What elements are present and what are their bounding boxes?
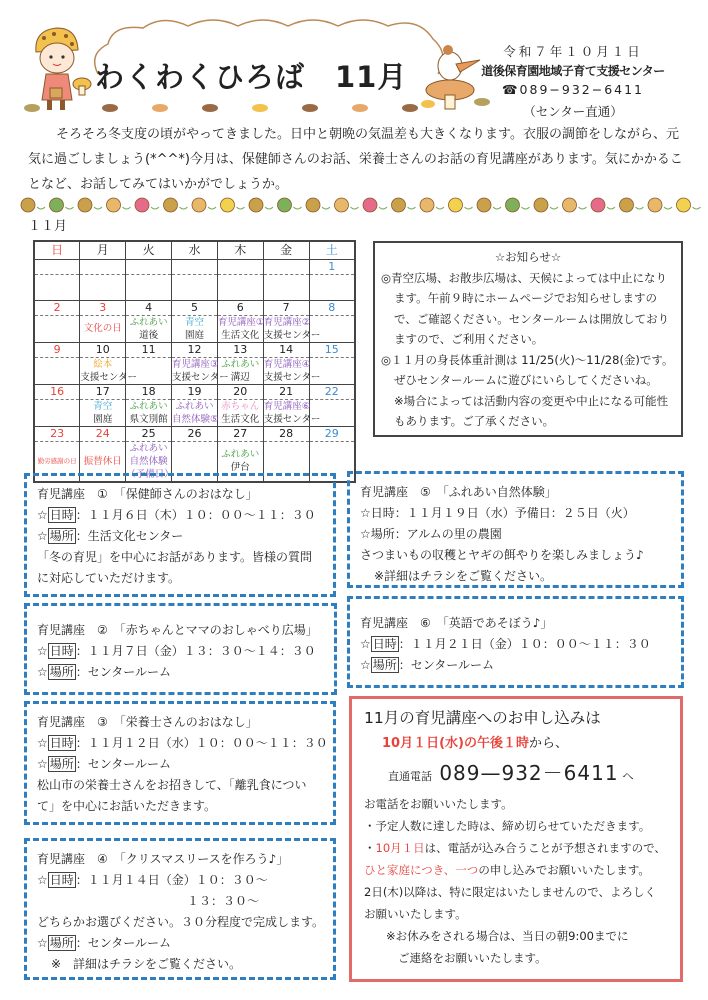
calendar-day-events: [126, 274, 172, 300]
place-label: 場所: [49, 529, 74, 543]
calendar-day-number: 11: [126, 342, 172, 357]
bullet: ・: [364, 841, 376, 855]
calendar-day-number: 21: [263, 384, 309, 399]
calendar-event: ふれあい: [175, 400, 214, 412]
calendar-day-number: [126, 259, 172, 274]
decoration-vine-icon: [237, 207, 245, 209]
decoration-vine-icon: [322, 207, 330, 209]
calendar-day-number: 12: [172, 342, 218, 357]
calendar-event: 文化の日: [83, 323, 122, 334]
place-value: ：センタールーム: [75, 936, 172, 950]
calendar-day-number: 14: [263, 342, 309, 357]
calendar-event: 支援センター: [263, 371, 321, 383]
lecture-box-4: [24, 838, 336, 980]
calendar-day-events: [34, 274, 80, 300]
calendar-day-number: 25: [126, 426, 172, 441]
calendar-day-number: 5: [172, 300, 218, 315]
decoration-vine-icon: [208, 207, 216, 209]
calendar-event: 支援センター: [263, 413, 321, 425]
apply-line: お願いいたします。: [364, 907, 467, 921]
calendar-day-number: [34, 259, 80, 274]
lecture-note: ※詳細はチラシをご覧ください。: [374, 569, 553, 583]
decoration-vine-icon: [579, 207, 587, 209]
lecture-heading: 育児講座 ⑤ 「ふれあい自然体験」: [360, 485, 557, 499]
decoration-vine-icon: [607, 207, 615, 209]
place-label: 場所: [49, 665, 74, 679]
decoration-icon: [563, 198, 577, 212]
lecture-heading: 育児講座 ③ 「栄養士さんのおはなし」: [37, 715, 258, 729]
calendar-day-number: 28: [263, 426, 309, 441]
decoration-icon: [335, 198, 349, 212]
lecture-heading: 育児講座 ⑥ 「英語であそぼう♪」: [360, 616, 553, 630]
apply-title: 11月の育児講座へのお申し込みは: [364, 709, 601, 727]
calendar-day-number: [217, 259, 263, 274]
lecture-desc: さつまいもの収穫とヤギの餌やりを楽しみましょう♪: [360, 548, 644, 562]
lecture-choose: どちらかお選びください。３０分程度で完成します。: [37, 915, 325, 929]
intro-paragraph: そろそろ冬支度の頃がやってきました。日中と朝晩の気温差も大きくなります。衣服の調節をしながら、元気に過ごしましょう(*^^*)今月は、保健師さんのお話、栄養士さんのお話の育児講座があります。気にかかることなど、お話してみてはいかがでしょうか。: [28, 127, 683, 192]
calendar-event: 自然体験: [129, 455, 168, 467]
calendar-event: 赤ちゃん: [221, 400, 260, 412]
decoration-vine-icon: [550, 207, 558, 209]
calendar-day-number: 6: [217, 300, 263, 315]
lecture-heading: 育児講座 ① 「保健師さんのおはなし」: [37, 487, 258, 501]
lecture-heading: 育児講座 ④ 「クリスマスリースを作ろう♪」: [37, 852, 289, 866]
calendar-day-events: [263, 274, 309, 300]
datetime-label: 日時: [372, 637, 397, 651]
apply-line: ご連絡をお願いいたします。: [398, 951, 547, 965]
lecture-datetime: ☆ 日時 ：１１月６日（木）１０：００〜１１：３０: [37, 508, 316, 522]
lecture-datetime: ☆ 日時 ：１１月７日（金）１３：３０〜１４：３０: [37, 644, 316, 658]
place-value: ：センタールーム: [75, 757, 172, 771]
notice-item: ◎青空広場、お散歩広場は、天候によっては中止になります。午前９時にホームページでお知らせしますので、ご確認ください。センタールームは開放しておりますので、ご利用ください。: [381, 270, 670, 346]
calendar-day-events: [217, 399, 263, 426]
decoration-vine-icon: [94, 207, 102, 209]
calendar-day-number: 3: [80, 300, 126, 315]
acorn-leaf-border-icon: [18, 193, 708, 217]
apply-line: [364, 859, 668, 881]
calendar-event: 育児講座④: [263, 358, 311, 370]
decoration-icon: [648, 198, 662, 212]
decoration-vine-icon: [151, 207, 159, 209]
calendar-day-events: [34, 399, 80, 426]
apply-start: [364, 731, 668, 757]
lecture-datetime: ☆ 日時 ：１１月２１日（金）１０：００〜１１：３０: [360, 637, 651, 651]
calendar-day-number: 9: [34, 342, 80, 357]
decoration-icon: [449, 198, 463, 212]
place-value: ：生活文化センター: [75, 529, 184, 543]
lecture-place: ☆ 場所 ：センタールーム: [37, 757, 172, 771]
calendar-event: 育児講座⑥: [263, 400, 311, 412]
calendar-day-number: 13: [217, 342, 263, 357]
calendar-day-number: 16: [34, 384, 80, 399]
apply-line: お電話をお願いいたします。: [364, 797, 513, 811]
apply-phone-label: 直通電話: [388, 770, 432, 783]
calendar-event: 自然体験⑤: [172, 413, 219, 425]
apply-phone-suffix: へ: [622, 769, 634, 783]
decoration-icon: [534, 198, 548, 212]
lecture-box-3: [24, 701, 336, 825]
calendar-day-number: 24: [80, 426, 126, 441]
application-box: [349, 696, 683, 982]
apply-line: [364, 837, 668, 859]
calendar-day-number: 20: [217, 384, 263, 399]
apply-text: の申し込みでお願いいたします。: [478, 863, 650, 877]
calendar-day-number: 8: [309, 300, 355, 315]
lecture-place: ☆ 場所 ：生活文化センター: [37, 529, 184, 543]
weekday-header: 火: [126, 241, 172, 259]
decoration-icon: [78, 198, 92, 212]
calendar-event: 溝辺: [230, 371, 250, 383]
lecture-datetime: ☆ 日時 ：１１月１４日（金）１０：３０〜: [37, 873, 268, 887]
decoration-vine-icon: [493, 207, 501, 209]
calendar-event: 育児講座③: [172, 358, 219, 370]
lecture-box-2: [24, 603, 337, 695]
calendar-event: 育児講座②: [263, 316, 311, 328]
lecture-box-5: [347, 471, 684, 588]
mushroom-border-icon: [95, 103, 435, 117]
apply-line: ※お休みをされる場合は、当日の朝9:00までに: [386, 929, 629, 943]
decoration-icon: [21, 198, 35, 212]
apply-phone-number[interactable]: 089—932－6411: [439, 761, 619, 785]
decoration-icon: [591, 198, 605, 212]
place-label: 場所: [49, 936, 74, 950]
calendar-event: 伊台: [230, 462, 250, 473]
calendar-event: 青空: [93, 400, 113, 412]
phone-note: （センター直通）: [523, 104, 623, 119]
lecture-place: ☆ 場所 ：センタールーム: [37, 936, 172, 950]
calendar-event-row: [34, 274, 355, 300]
calendar-date-row: [34, 426, 355, 441]
calendar-event: ふれあい: [129, 316, 168, 328]
decoration-vine-icon: [636, 207, 644, 209]
decoration-vine-icon: [265, 207, 273, 209]
calendar-event: 生活文化: [221, 329, 260, 341]
decoration-vine-icon: [408, 207, 416, 209]
calendar-event-row: [34, 357, 355, 384]
calendar-event: 青空: [184, 316, 204, 328]
place-label: 場所: [49, 757, 74, 771]
apply-line: 2日(木)以降は、特に限定はいたしませんので、よろしく: [364, 885, 657, 899]
notice-title: ☆お知らせ☆: [494, 250, 562, 264]
calendar-event: 支援センター: [172, 371, 229, 383]
calendar-day-number: 7: [263, 300, 309, 315]
calendar-event: ふれあい: [221, 358, 260, 370]
calendar-day-number: [80, 259, 126, 274]
calendar-day-events: [80, 357, 137, 384]
calendar-day-number: 23: [34, 426, 80, 441]
decoration-vine-icon: [37, 207, 45, 209]
apply-highlight: 10月１日: [375, 841, 425, 855]
calendar-date-row: [34, 259, 355, 274]
lecture-desc: 松山市の栄養士さんをお招きして、「離乳食につい: [37, 778, 307, 792]
calendar-day-number: 17: [80, 384, 126, 399]
calendar-event-row: [34, 315, 355, 342]
datetime-value: ：１１月１４日（金）１０：３０〜: [75, 873, 268, 887]
calendar-day-events: [172, 315, 218, 342]
weekday-header: 金: [263, 241, 309, 259]
decoration-icon: [363, 198, 377, 212]
calendar-day-events: [80, 274, 126, 300]
decoration-icon: [107, 198, 121, 212]
calendar-table: [33, 240, 356, 483]
decoration-vine-icon: [66, 207, 74, 209]
apply-phone-row: [364, 757, 668, 793]
apply-text: は、電話が込み合うことが予想されますので、: [424, 841, 666, 855]
calendar-day-number: 1: [309, 259, 355, 274]
calendar-day-events: [263, 315, 321, 342]
weekday-header: 水: [172, 241, 218, 259]
calendar-event: 絵本: [93, 358, 113, 370]
decoration-icon: [50, 198, 64, 212]
notice-note: ※場合によっては活動内容の変更や中止になる可能性もあります。ご了承ください。: [394, 393, 669, 428]
decoration-vine-icon: [693, 207, 701, 209]
decoration-vine-icon: [465, 207, 473, 209]
weekday-header: 土: [309, 241, 355, 259]
lecture-box-1: [24, 473, 336, 597]
calendar-day-number: 26: [172, 426, 218, 441]
lecture-datetime: ☆ 日時 ：１１月１２日（水）１０：００〜１１：３０: [37, 736, 328, 750]
calendar-day-number: [172, 259, 218, 274]
calendar-day-events: [172, 399, 218, 426]
decoration-vine-icon: [123, 207, 131, 209]
decoration-icon: [221, 198, 235, 212]
calendar-day-events: [172, 274, 218, 300]
calendar-day-events: [217, 274, 263, 300]
calendar-event: 支援センター: [263, 329, 321, 341]
place-value: ：センタールーム: [75, 665, 172, 679]
calendar-day-events: [80, 315, 126, 342]
apply-start-date: 10月１日(水)の午後１時: [382, 736, 529, 751]
calendar-day-number: [263, 259, 309, 274]
lecture-place: ☆ 場所 ：センタールーム: [37, 665, 172, 679]
lecture-place: ☆ 場所 ：センタールーム: [360, 658, 495, 672]
lecture-box-6: [347, 596, 684, 688]
lecture-place: ☆場所：アルムの里の農園: [360, 527, 502, 541]
calendar-event: ふれあい: [129, 400, 168, 412]
calendar-event: 園庭: [93, 413, 113, 425]
calendar-event: 道後: [139, 329, 159, 341]
place-label: 場所: [372, 658, 397, 672]
lecture-heading: 育児講座 ② 「赤ちゃんとママのおしゃべり広場」: [37, 623, 318, 637]
lecture-note: ※ 詳細はチラシをご覧ください。: [51, 957, 242, 971]
weekday-header: 木: [217, 241, 263, 259]
decoration-vine-icon: [664, 207, 672, 209]
calendar-day-number: 27: [217, 426, 263, 441]
girl-illustration-icon: [22, 22, 97, 114]
decoration-icon: [620, 198, 634, 212]
decoration-icon: [249, 198, 263, 212]
calendar-day-events: [309, 274, 355, 300]
calendar-event: 生活文化: [221, 413, 260, 425]
decoration-vine-icon: [180, 207, 188, 209]
calendar-day-events: [34, 357, 80, 384]
calendar-day-events: [126, 315, 172, 342]
decoration-vine-icon: [379, 207, 387, 209]
calendar-event: 支援センター: [80, 371, 137, 383]
decoration-icon: [306, 198, 320, 212]
phone-number[interactable]: ☎089−932−6411: [501, 82, 645, 97]
lecture-desc: 「冬の育児」を中心にお話があります。皆様の質問: [37, 550, 313, 564]
calendar-month-label: １１月: [28, 219, 68, 234]
decoration-vine-icon: [436, 207, 444, 209]
calendar-event: 勤労感謝の日: [37, 456, 77, 465]
decoration-icon: [164, 198, 178, 212]
page-title: わくわくひろば 11月: [95, 60, 408, 94]
notice-box: [373, 241, 683, 437]
calendar-day-events: [34, 315, 80, 342]
place-value: ：センタールーム: [398, 658, 495, 672]
calendar-day-events: [263, 357, 321, 384]
calendar-day-number: 19: [172, 384, 218, 399]
datetime-label: 日時: [49, 644, 74, 658]
weekday-header: 日: [34, 241, 80, 259]
datetime-value: ：１１月６日（木）１０：００〜１１：３０: [75, 508, 316, 522]
lecture-desc: に対応していただけます。: [37, 571, 181, 585]
calendar-event: ふれあい: [129, 442, 168, 454]
calendar-event: 園庭: [184, 329, 204, 341]
datetime-label: 日時: [49, 873, 74, 887]
calendar-day-number: 10: [80, 342, 126, 357]
datetime-value: ：１１月２１日（金）１０：００〜１１：３０: [398, 637, 651, 651]
decoration-vine-icon: [294, 207, 302, 209]
decoration-icon: [278, 198, 292, 212]
decoration-icon: [506, 198, 520, 212]
datetime-value: ：１１月１２日（水）１０：００〜１１：３０: [75, 736, 328, 750]
calendar-event: 育児講座①: [217, 316, 265, 328]
decoration-vine-icon: [351, 207, 359, 209]
calendar-day-events: [263, 399, 321, 426]
calendar-day-number: 22: [309, 384, 355, 399]
calendar-event: ふれあい: [221, 449, 260, 460]
notice-item: ◎１１月の身長体重計測は 11/25(火)〜11/28(金)です。ぜひセンタールームに遊びにいらしてくださいね。: [381, 352, 674, 387]
calendar-event: 振替休日: [83, 455, 122, 467]
calendar-event: 県文別館: [129, 413, 168, 425]
decoration-icon: [420, 198, 434, 212]
calendar-event: （予備日）: [126, 468, 174, 480]
calendar-event-row: [34, 399, 355, 426]
calendar-day-number: 29: [309, 426, 355, 441]
apply-start-suffix: から、: [528, 736, 568, 751]
apply-highlight: ひと家庭につき、一つ: [364, 863, 479, 877]
lecture-desc: て」を中心にお話いただきます。: [37, 799, 217, 813]
issue-date: 令和７年１０月１日: [503, 44, 643, 59]
calendar-day-events: [80, 399, 126, 426]
lecture-datetime-2: １３：３０〜: [187, 894, 260, 908]
calendar-weekday-row: [34, 241, 355, 259]
apply-line: ・予定人数に達した時は、締め切らせていただきます。: [364, 819, 651, 833]
organization-name: 道後保育園地域子育て支援センター: [481, 64, 665, 78]
decoration-icon: [477, 198, 491, 212]
decoration-icon: [135, 198, 149, 212]
lecture-datetime: ☆日時：１１月１９日（水）予備日：２５日（火）: [360, 506, 635, 520]
calendar-day-events: [126, 399, 172, 426]
decoration-icon: [392, 198, 406, 212]
calendar-day-events: [172, 357, 229, 384]
calendar-date-row: [34, 342, 355, 357]
datetime-label: 日時: [49, 736, 74, 750]
calendar-date-row: [34, 384, 355, 399]
weekday-header: 月: [80, 241, 126, 259]
calendar-day-number: 4: [126, 300, 172, 315]
calendar-day-number: 15: [309, 342, 355, 357]
calendar-day-events: [217, 315, 263, 342]
decoration-icon: [192, 198, 206, 212]
calendar-date-row: [34, 300, 355, 315]
decoration-vine-icon: [522, 207, 530, 209]
datetime-label: 日時: [49, 508, 74, 522]
calendar-day-number: 2: [34, 300, 80, 315]
decoration-icon: [677, 198, 691, 212]
datetime-value: ：１１月７日（金）１３：３０〜１４：３０: [75, 644, 316, 658]
calendar-day-number: 18: [126, 384, 172, 399]
